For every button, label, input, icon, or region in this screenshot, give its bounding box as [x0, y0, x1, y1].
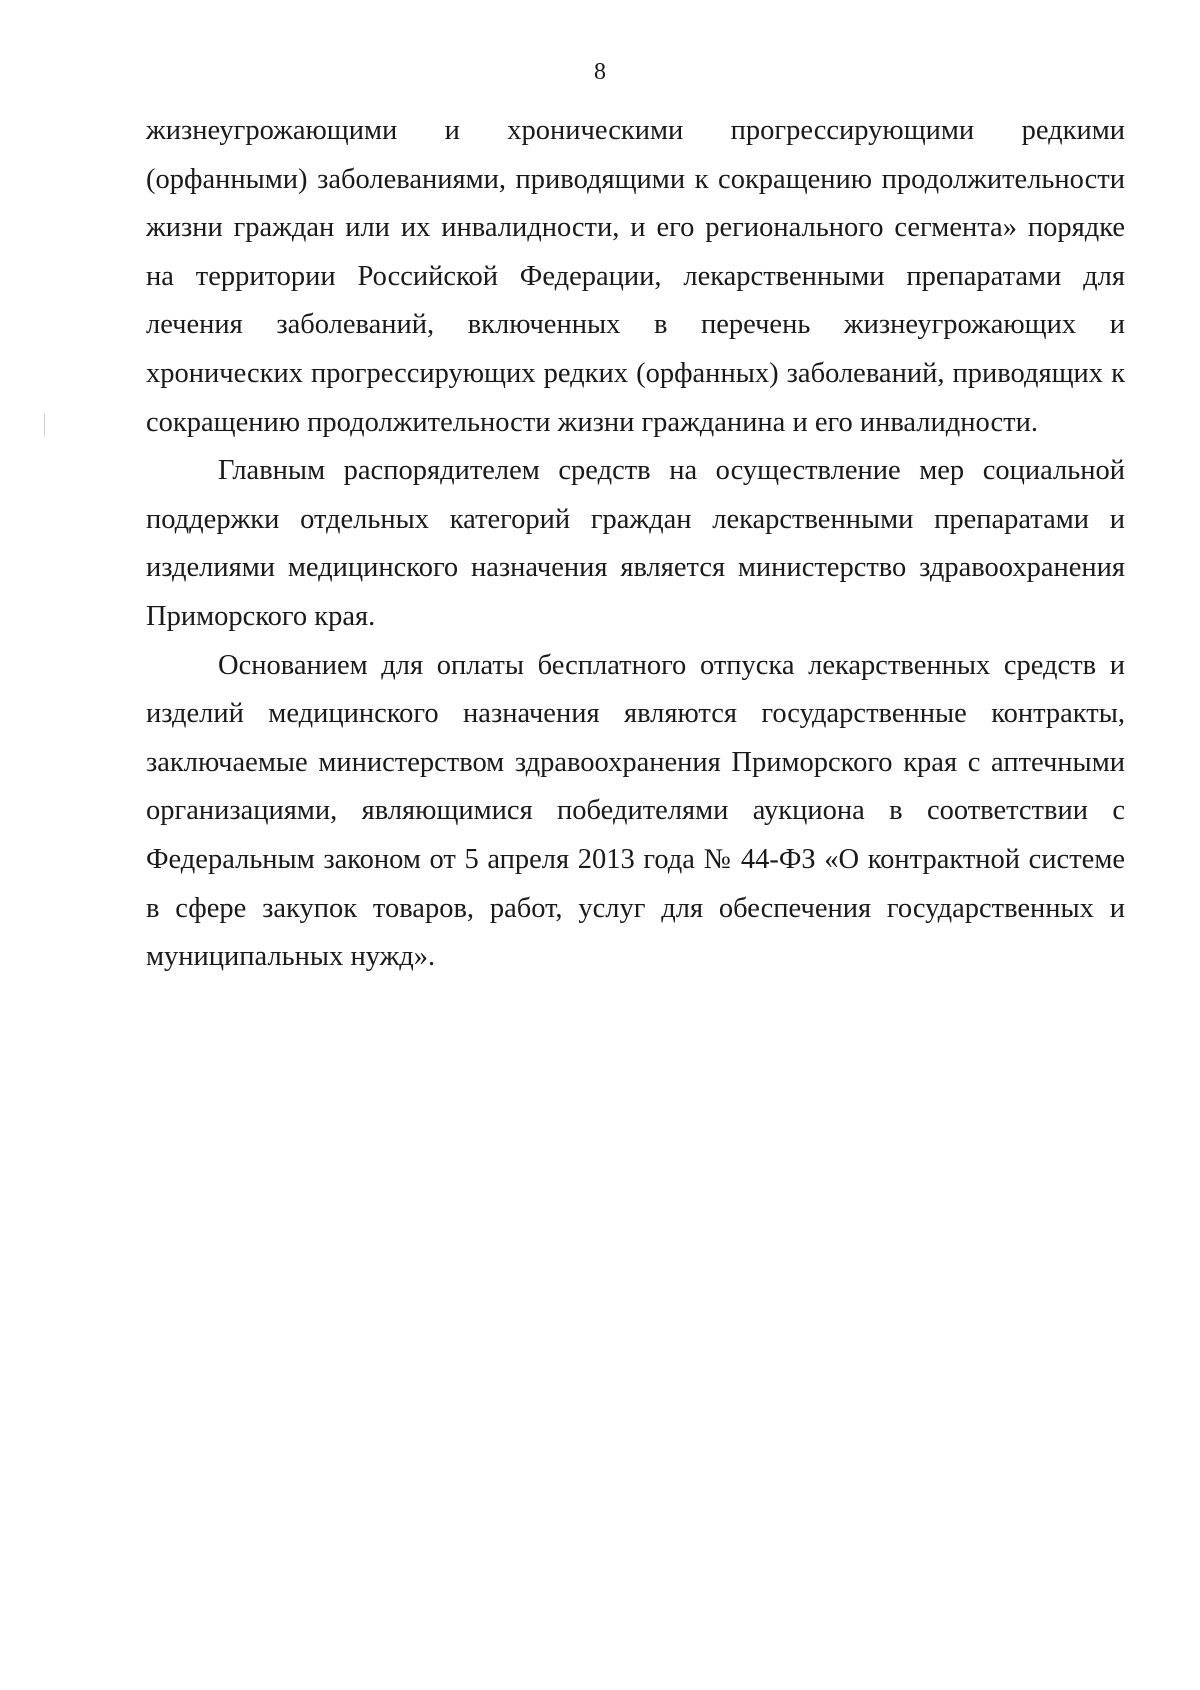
page-number: 8	[594, 59, 606, 85]
scan-artifact-mark	[44, 414, 45, 436]
paragraph-chief-administrator: Главным распорядителем средств на осуществление мер социальной поддержки отдельных категорий граждан лекарственными препаратами и изделиями медицинского назначения является министерство здравоохранения Приморского края.	[146, 455, 1125, 632]
paragraph-continuation: жизнеугрожающими и хроническими прогрессирующими редкими (орфанными) заболеваниями, приводящими к сокращению продолжительности жизни граждан или их инвалидности, и его регионального сегмента» порядке на территории Российской Федерации, лекарственными препаратами для лечения заболеваний, включенных в перечень жизнеугрожающих и хронических прогрессирующих редких (орфанных) заболеваний, приводящих к сокращению продолжительности жизни гражданина и его инвалидности.	[146, 115, 1125, 438]
document-body	[146, 107, 1125, 982]
paragraph-payment-basis: Основанием для оплаты бесплатного отпуска лекарственных средств и изделий медицинского назначения являются государственные контракты, заключаемые министерством здравоохранения Приморского края с аптечными организациями, являющимися победителями аукциона в соответствии с Федеральным законом от 5 апреля 2013 года № 44-ФЗ «О контрактной системе в сфере закупок товаров, работ, услуг для обеспечения государственных и муниципальных нужд».	[146, 649, 1125, 973]
